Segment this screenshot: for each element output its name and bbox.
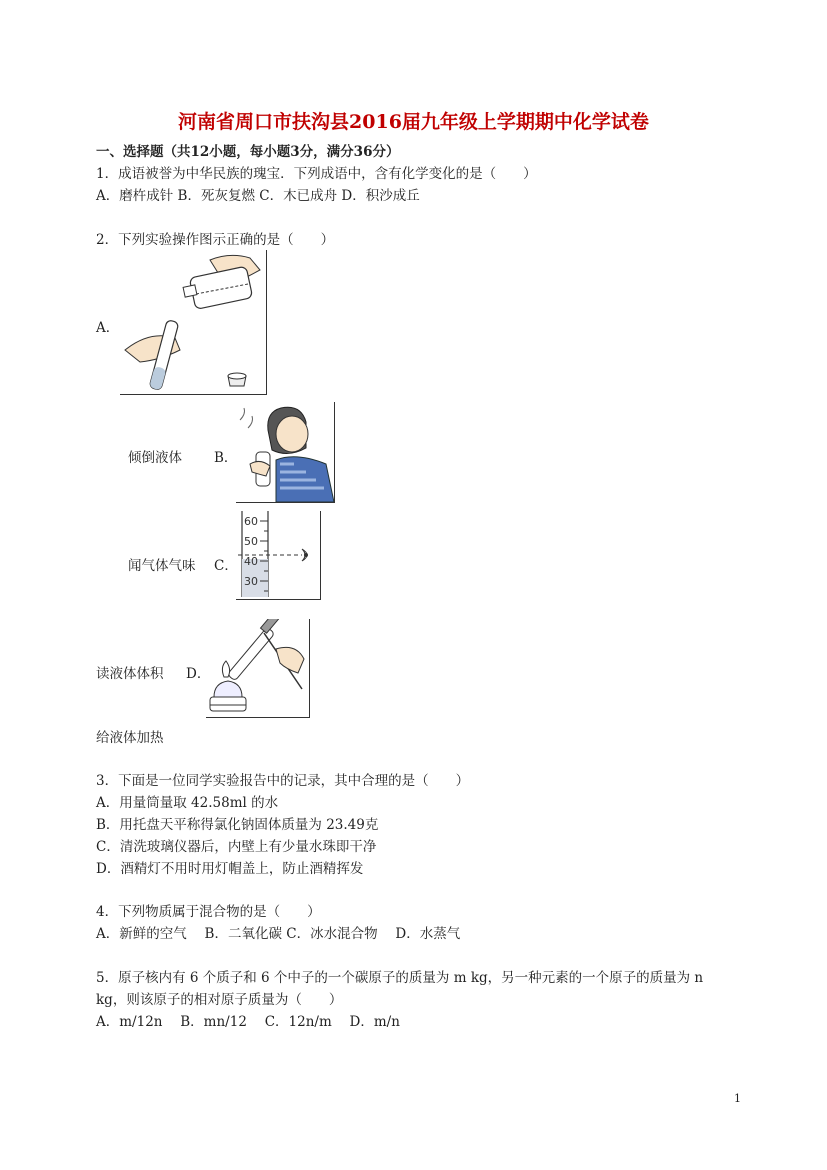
- cylinder-tick-60: 60: [244, 515, 258, 528]
- q1-stem: 1．成语被誉为中华民族的瑰宝．下列成语中，含有化学变化的是（ ）: [96, 166, 537, 182]
- q2-option-b-label: B．: [214, 450, 238, 466]
- q3-option-d: D．酒精灯不用时用灯帽盖上，防止酒精挥发: [96, 861, 364, 877]
- cylinder-tick-40: 40: [244, 555, 258, 568]
- q2-option-d-label: D．: [186, 666, 211, 682]
- pour-liquid-figure: [120, 250, 267, 395]
- cylinder-tick-50: 50: [244, 535, 258, 548]
- q5-line-2: kg，则该原子的相对原子质量为（ ）: [96, 992, 343, 1008]
- smell-gas-figure: [236, 402, 335, 503]
- q4-stem: 4．下列物质属于混合物的是（ ）: [96, 904, 321, 920]
- q1-options: A．磨杵成针 B．死灰复燃 C．木已成舟 D．积沙成丘: [96, 188, 420, 204]
- q2-option-a-label: A．: [96, 320, 120, 336]
- q3-option-b: B．用托盘天平称得氯化钠固体质量为 23.49克: [96, 817, 379, 833]
- q2-option-a-caption: 倾倒液体: [128, 450, 182, 466]
- q2-option-b-caption: 闻气体气味: [128, 558, 196, 574]
- q3-stem: 3．下面是一位同学实验报告中的记录，其中合理的是（ ）: [96, 773, 470, 789]
- section-heading: 一、选择题（共12小题，每小题3分，满分36分）: [96, 144, 400, 160]
- q2-option-c-caption: 读液体体积: [96, 666, 164, 682]
- page-number: 1: [734, 1092, 741, 1105]
- q5-options: A．m/12n B．mn/12 C．12n/m D．m/n: [96, 1014, 400, 1030]
- q2-option-d-caption: 给液体加热: [96, 730, 164, 746]
- q5-line-1: 5．原子核内有 6 个质子和 6 个中子的一个碳原子的质量为 m kg，另一种元素的一个原子的质量为 n: [96, 970, 704, 986]
- cylinder-tick-30: 30: [244, 575, 258, 588]
- measuring-cylinder-figure: [236, 511, 321, 600]
- heat-liquid-figure: [206, 619, 310, 718]
- q2-option-c-label: C．: [214, 558, 238, 574]
- q3-option-c: C．清洗玻璃仪器后，内壁上有少量水珠即干净: [96, 839, 377, 855]
- q3-option-a: A．用量筒量取 42.58ml 的水: [96, 795, 279, 811]
- page-title: 河南省周口市扶沟县2016届九年级上学期期中化学试卷: [178, 111, 649, 133]
- q4-options: A．新鲜的空气 B．二氧化碳 C．冰水混合物 D．水蒸气: [96, 926, 461, 942]
- q2-stem: 2．下列实验操作图示正确的是（ ）: [96, 232, 335, 248]
